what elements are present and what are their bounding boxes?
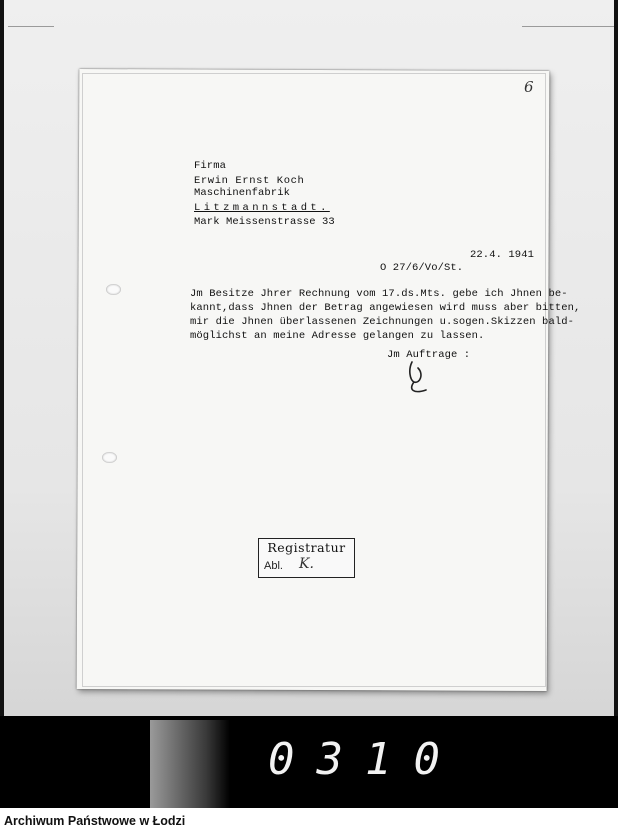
top-rule-left <box>8 26 54 27</box>
letter-date: 22.4. 1941 <box>470 249 535 261</box>
recipient-street: Mark Meissenstrasse 33 <box>194 216 335 228</box>
handwritten-signature <box>404 360 434 396</box>
stamp-abl-label: Abl. <box>264 560 283 572</box>
stamp-abl-value: K. <box>299 556 314 572</box>
letter-reference: O 27/6/Vo/St. <box>380 262 464 274</box>
body-line-3: mir die Jhnen überlassenen Zeichnungen u.sogen.Skizzen bald- <box>190 316 575 328</box>
recipient-line-company: Erwin Ernst Koch <box>194 175 305 187</box>
film-edge-left <box>0 0 4 808</box>
punch-hole-bottom <box>102 452 117 463</box>
punch-hole-top <box>106 284 121 295</box>
recipient-city: Litzmannstadt. <box>194 202 330 214</box>
archive-name: Archiwum Państwowe w Łodzi <box>4 814 186 828</box>
letter-sheet <box>77 69 550 691</box>
closing-phrase: Jm Auftrage : <box>387 349 471 361</box>
top-rule-right <box>522 26 614 27</box>
film-edge-right <box>614 0 618 808</box>
recipient-line-type: Maschinenfabrik <box>194 187 291 199</box>
body-line-4: möglichst an meine Adresse gelangen zu lassen. <box>190 330 485 342</box>
recipient-line-firma: Firma <box>194 160 227 172</box>
film-shadow <box>150 720 230 808</box>
registry-stamp <box>258 538 355 578</box>
body-line-1: Jm Besitze Jhrer Rechnung vom 17.ds.Mts. gebe ich Jhnen be- <box>190 288 568 300</box>
body-line-2: kannt,dass Jhnen der Betrag angewiesen wird muss aber bitten, <box>190 302 581 314</box>
page-number: 6 <box>524 78 534 96</box>
frame-counter: 0310 <box>268 734 462 785</box>
stamp-title: Registratur <box>267 540 346 555</box>
